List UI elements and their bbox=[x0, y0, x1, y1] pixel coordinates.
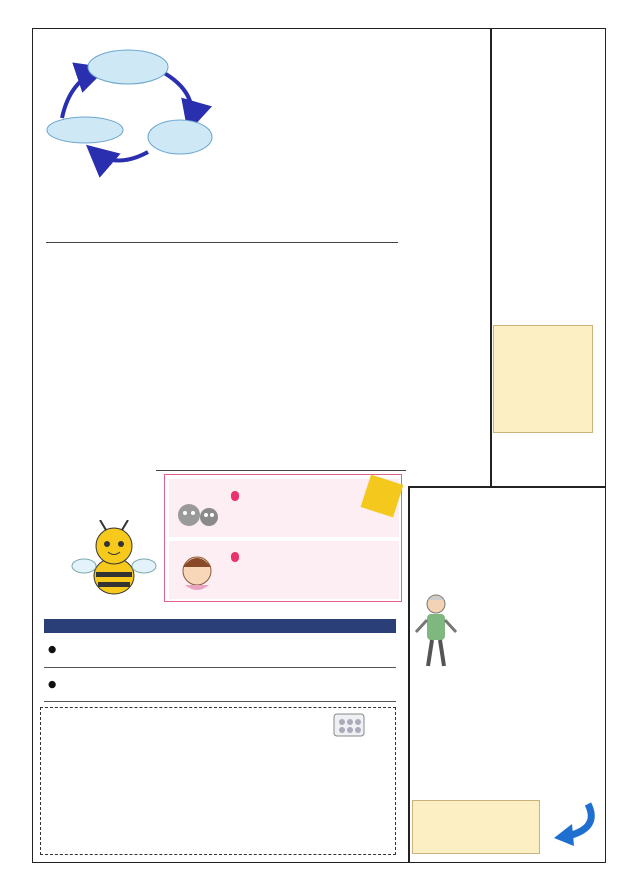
virus-icon bbox=[173, 495, 223, 535]
point-1-tag bbox=[231, 491, 239, 501]
consult-hours bbox=[304, 633, 396, 667]
exercising-person-icon bbox=[414, 592, 458, 670]
masthead-title bbox=[506, 40, 576, 340]
consult-phone bbox=[214, 633, 304, 667]
right-heading bbox=[466, 508, 530, 708]
intro-text bbox=[220, 40, 400, 240]
curved-arrow-icon bbox=[538, 798, 598, 850]
table-row: ● bbox=[44, 633, 396, 667]
headline bbox=[443, 38, 483, 438]
point-2-tag bbox=[231, 552, 239, 562]
consult-header-hours bbox=[304, 619, 396, 633]
hygiene-poster bbox=[164, 474, 402, 602]
right-text-2 bbox=[418, 692, 594, 798]
top-section-divider bbox=[46, 242, 398, 243]
bee-mascot-illustration bbox=[70, 520, 158, 598]
prevention-heading bbox=[118, 255, 148, 445]
right-text-1 bbox=[536, 462, 596, 682]
issue-info-box bbox=[493, 325, 593, 433]
masthead-divider bbox=[490, 28, 492, 486]
consult-header-window bbox=[44, 619, 214, 633]
node-dont-move bbox=[88, 50, 168, 84]
consult-header-phone bbox=[214, 619, 304, 633]
consult-phone bbox=[214, 667, 304, 701]
table-row: ● bbox=[44, 667, 396, 701]
sneeze-person-icon bbox=[173, 549, 223, 595]
cycle-arrow-bottom bbox=[92, 150, 148, 161]
consult-table bbox=[44, 619, 396, 702]
prevention-list bbox=[46, 264, 118, 544]
node-cant-move bbox=[148, 120, 212, 154]
subhead bbox=[408, 70, 438, 400]
right-column-divider bbox=[408, 486, 410, 863]
mid-section-divider bbox=[156, 470, 406, 471]
main-article-text bbox=[160, 256, 400, 456]
cycle-arrow-left bbox=[62, 70, 100, 118]
medicine-icon bbox=[332, 710, 366, 740]
see-back-page-box bbox=[412, 800, 540, 854]
inactivity-cycle-diagram bbox=[40, 40, 215, 210]
node-inactivity-disease bbox=[47, 117, 123, 143]
consult-header-row bbox=[44, 619, 396, 633]
consult-hours bbox=[304, 667, 396, 701]
